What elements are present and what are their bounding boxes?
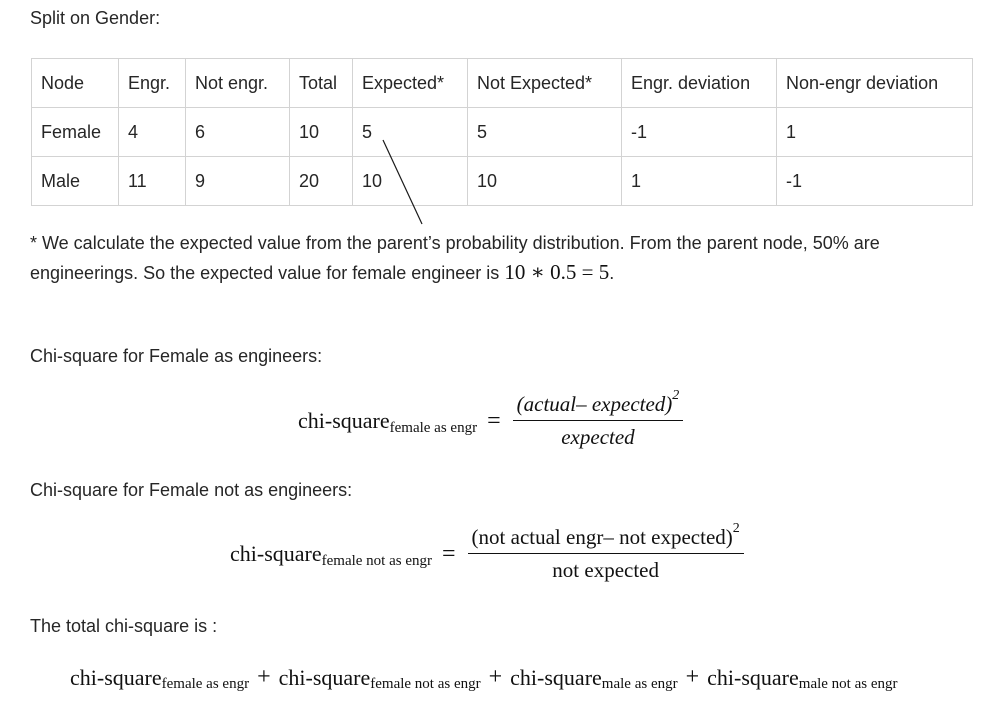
total-chi-square-equation [70,664,898,691]
term-subscript: female not as engr [370,676,481,692]
equation-lhs-subscript: female as engr [389,419,478,436]
term-main: chi-square [510,664,602,690]
footnote-period: . [609,263,615,283]
table-row [32,108,973,157]
equation-lhs-subscript: female not as engr [321,552,432,569]
numerator-text: (actual– expected) [516,392,673,416]
term-subscript: male as engr [601,676,678,692]
numerator-text: (not actual engr– not expected) [471,525,733,549]
equation-lhs: chi-square [230,541,322,566]
plus-sign: + [685,664,700,690]
table-header-row [32,59,973,108]
header-cell: Total [290,59,353,108]
plus-sign: + [488,664,503,690]
table-cell: 5 [468,108,622,157]
footnote [30,229,990,288]
header-cell: Node [32,59,119,108]
equation-lhs: chi-square [298,408,390,433]
table-row [32,157,973,206]
footnote-text: * We calculate the expected value from the parent’s probability distribution. From the parent node, 50% are engineerings. So the expected value for female engineer is [30,233,880,283]
fraction-numerator [513,388,684,421]
header-cell: Engr. [119,59,186,108]
fraction [468,521,744,583]
header-cell: Engr. deviation [622,59,777,108]
fraction-numerator [468,521,744,554]
table-cell: 5 [353,108,468,157]
table-cell: 1 [777,108,973,157]
header-cell: Non-engr deviation [777,59,973,108]
term-main: chi-square [707,664,799,690]
header-cell: Not Expected* [468,59,622,108]
exponent: 2 [672,388,680,403]
table-cell: Male [32,157,119,206]
female-engr-equation [298,388,683,450]
exponent: 2 [732,521,740,536]
female-engr-label: Chi-square for Female as engineers: [30,346,323,366]
term-main: chi-square [70,664,162,690]
table-cell: -1 [777,157,973,206]
table-cell: 10 [468,157,622,206]
term-subscript: female as engr [161,676,250,692]
table-cell: 10 [290,108,353,157]
table-cell: 11 [119,157,186,206]
table-cell: Female [32,108,119,157]
equals-sign: = [487,407,501,434]
plus-sign: + [257,664,271,690]
section-heading: Split on Gender: [30,8,161,28]
fraction [513,388,684,450]
table-cell: 20 [290,157,353,206]
female-not-engr-label: Chi-square for Female not as engineers: [30,480,353,500]
female-not-engr-equation [230,521,744,583]
table-cell: 10 [353,157,468,206]
table-cell: 1 [622,157,777,206]
fraction-denominator: not expected [552,558,659,582]
table-cell: 4 [119,108,186,157]
gender-split-table [31,58,973,206]
footnote-formula: 10 ∗ 0.5 = 5 [504,260,610,284]
term-main: chi-square [278,664,371,690]
table-cell: 9 [186,157,290,206]
fraction-denominator: expected [561,425,635,449]
header-cell: Not engr. [186,59,290,108]
table-cell: 6 [186,108,290,157]
header-cell: Expected* [353,59,468,108]
term-subscript: male not as engr [798,676,898,692]
equals-sign: = [442,540,456,567]
total-chi-square-label: The total chi-square is : [30,616,218,636]
table-cell: -1 [622,108,777,157]
